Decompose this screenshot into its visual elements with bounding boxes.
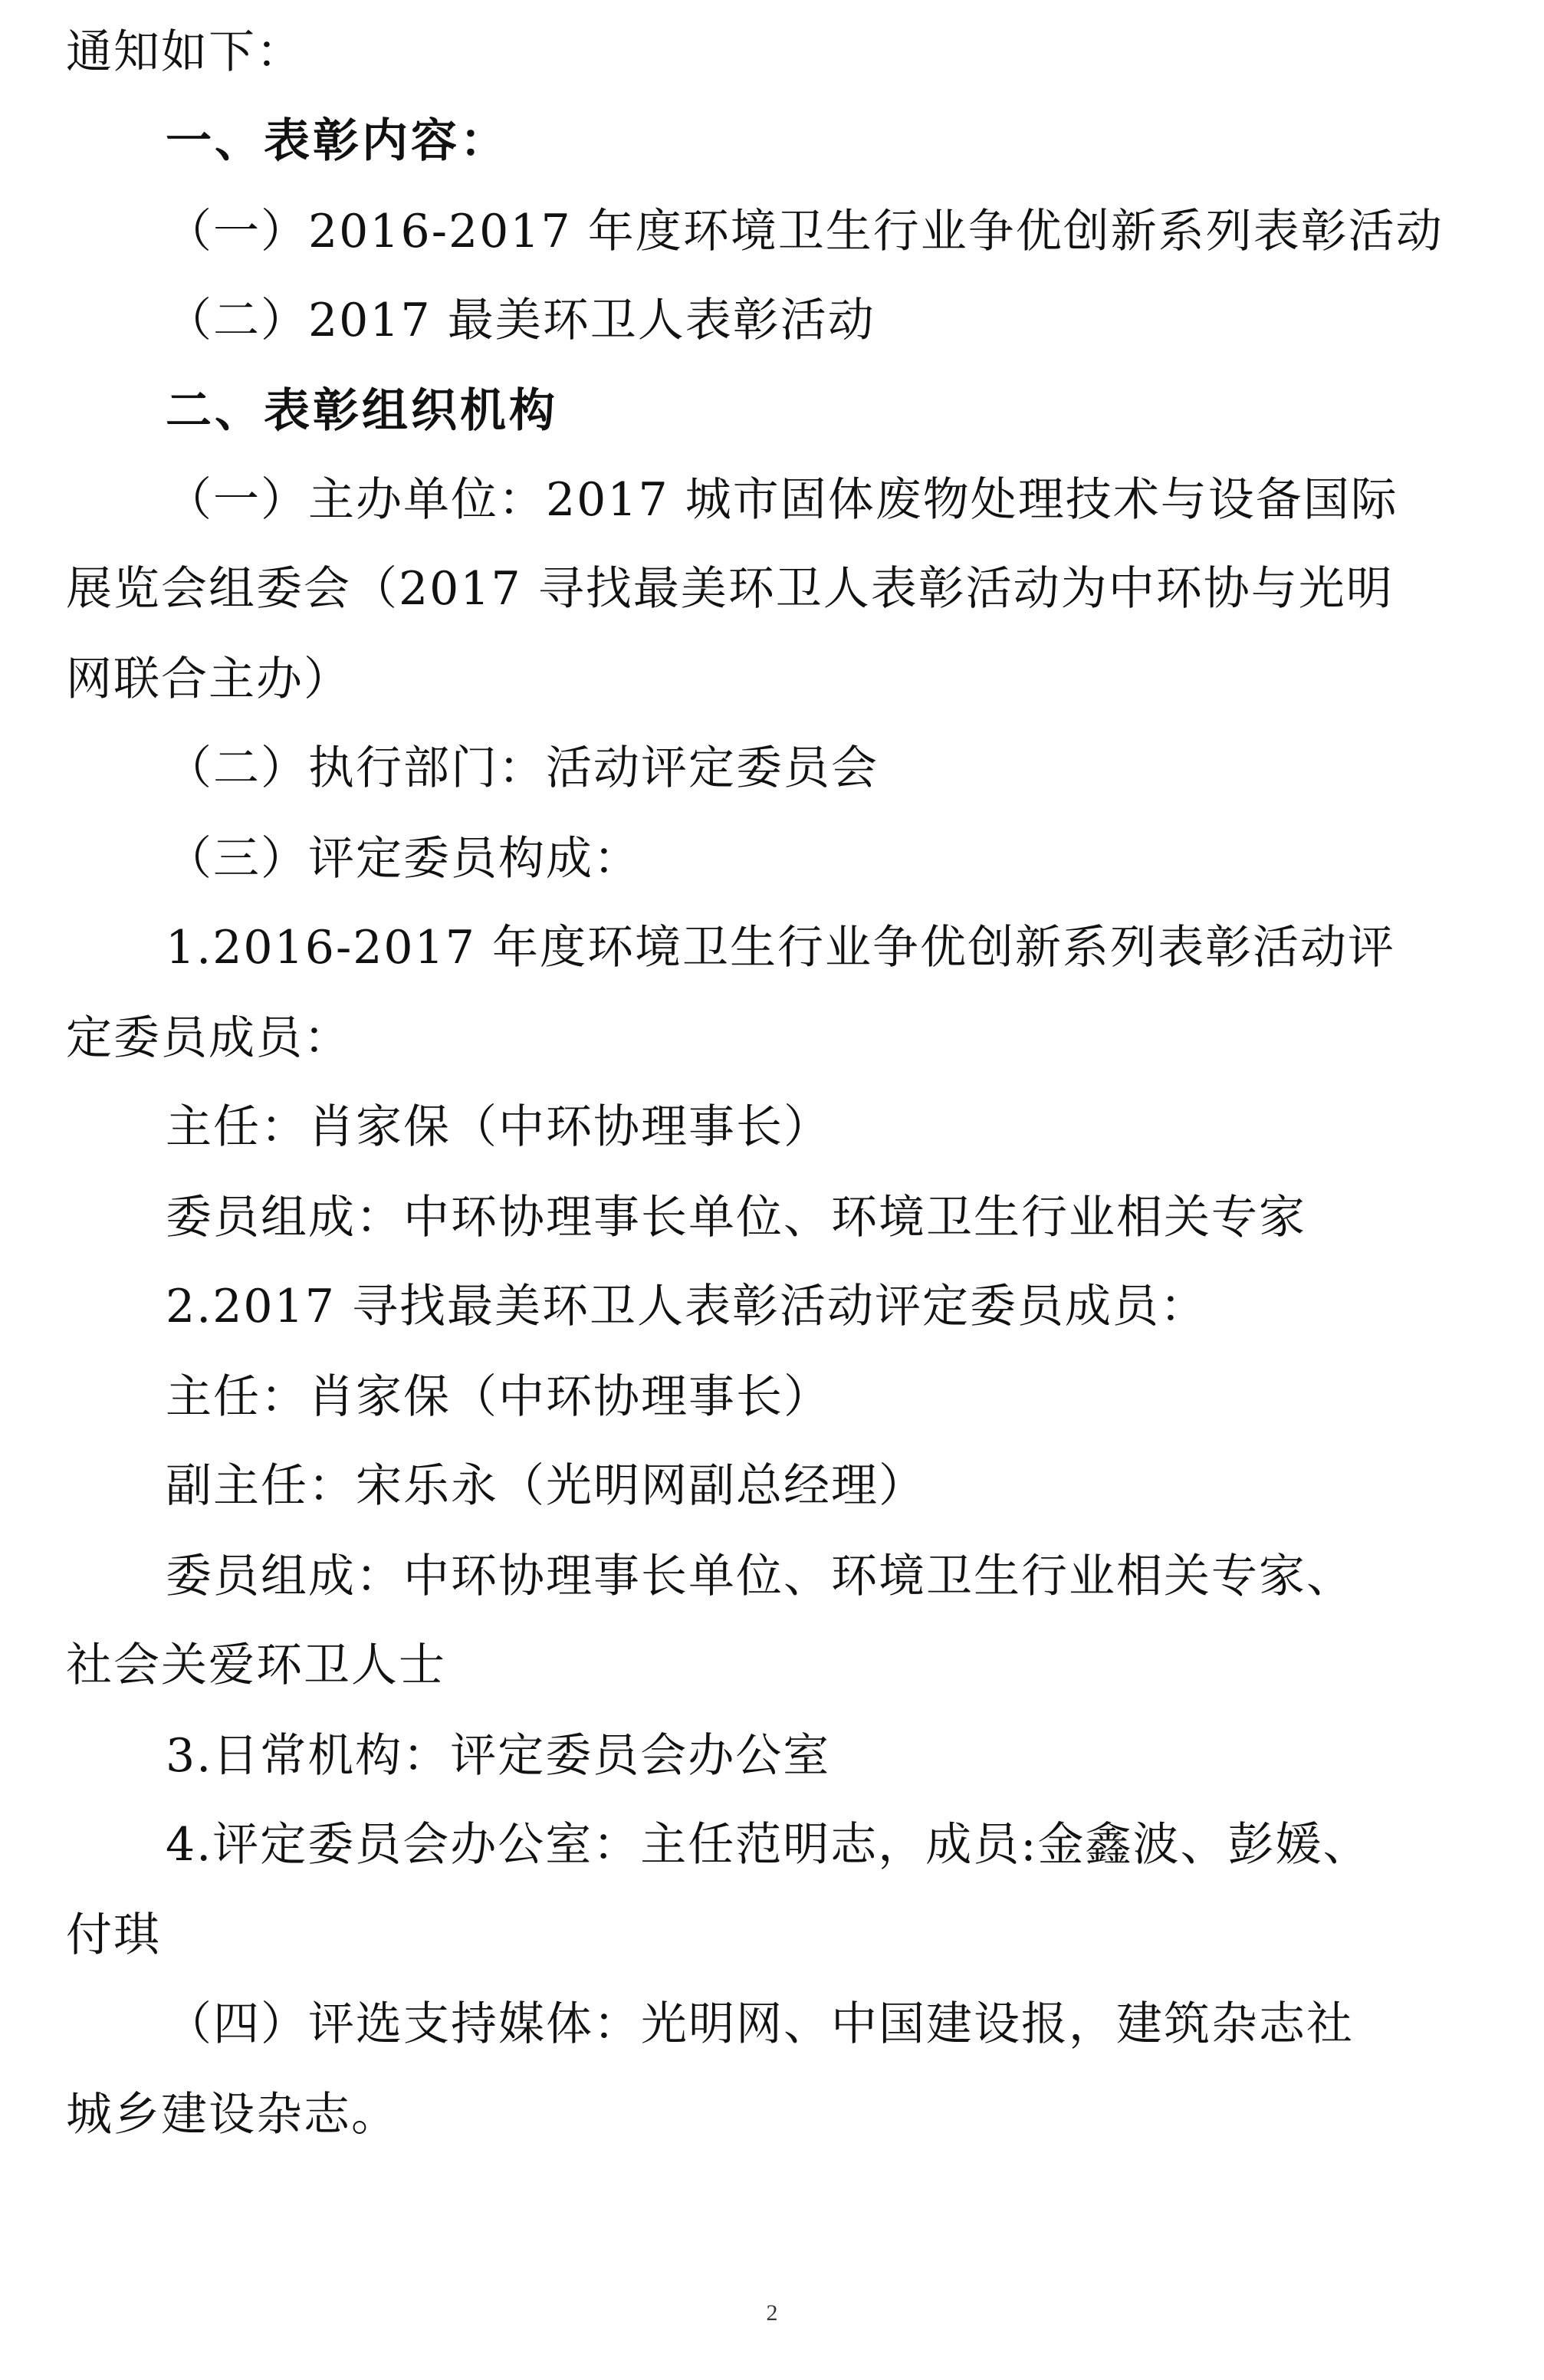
paragraph-line: 主任：肖家保（中环协理事长） — [166, 1100, 831, 1154]
paragraph-line: （二）执行部门：活动评定委员会 — [166, 741, 879, 795]
paragraph-line: （三）评定委员构成： — [166, 832, 641, 886]
paragraph-line: 委员组成：中环协理事长单位、环境卫生行业相关专家 — [166, 1191, 1306, 1244]
page-number: 2 — [766, 2300, 778, 2326]
paragraph-line: 城乡建设杂志。 — [66, 2088, 399, 2142]
paragraph-line: 副主任：宋乐永（光明网副总经理） — [166, 1459, 926, 1513]
paragraph-line: 社会关爱环卫人士 — [66, 1639, 446, 1692]
paragraph-line: （一）2016-2017 年度环境卫生行业争优创新系列表彰活动 — [166, 205, 1444, 258]
intro-line: 通知如下： — [66, 25, 304, 79]
paragraph-line: 主任：肖家保（中环协理事长） — [166, 1370, 831, 1424]
paragraph-line: 展览会组委会（2017 寻找最美环卫人表彰活动为中环协与光明 — [66, 562, 1394, 616]
paragraph-line: 定委员成员： — [66, 1011, 351, 1065]
paragraph-line: 网联合主办） — [66, 653, 351, 706]
paragraph-line: （四）评选支持媒体：光明网、中国建设报，建筑杂志社 — [166, 1997, 1354, 2051]
paragraph-line: 委员组成：中环协理事长单位、环境卫生行业相关专家、 — [166, 1550, 1354, 1603]
paragraph-line: 付琪 — [66, 1908, 161, 1962]
paragraph-line: 3.日常机构：评定委员会办公室 — [166, 1729, 831, 1783]
paragraph-line: 1.2016-2017 年度环境卫生行业争优创新系列表彰活动评 — [166, 921, 1395, 975]
paragraph-line: 4.评定委员会办公室：主任范明志，成员:金鑫波、彭媛、 — [166, 1818, 1371, 1872]
paragraph-line: （二）2017 最美环卫人表彰活动 — [166, 294, 875, 347]
section-heading-1: 一、表彰内容： — [166, 114, 509, 168]
section-heading-2: 二、表彰组织机构 — [166, 384, 558, 438]
paragraph-line: （一）主办单位：2017 城市固体废物处理技术与设备国际 — [166, 473, 1398, 527]
paragraph-line: 2.2017 寻找最美环卫人表彰活动评定委员成员： — [166, 1280, 1208, 1333]
